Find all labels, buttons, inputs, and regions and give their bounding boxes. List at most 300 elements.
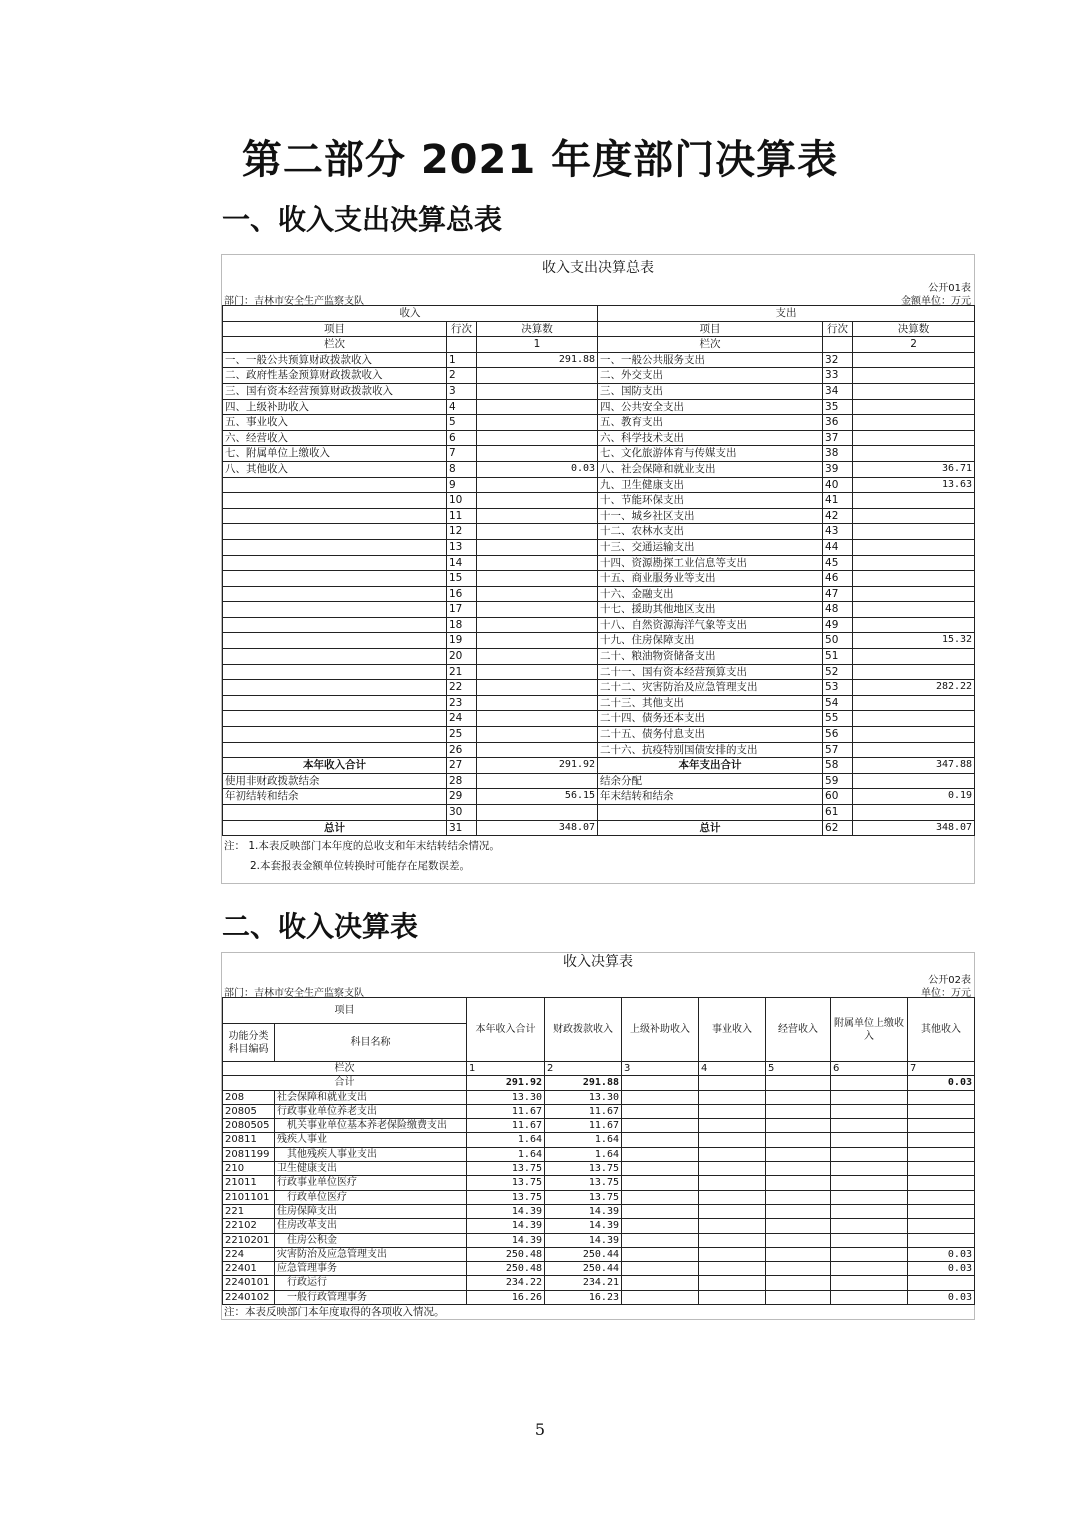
- lanci-number: 1: [477, 337, 598, 353]
- income-value: [766, 1262, 831, 1276]
- row-number: 41: [823, 493, 853, 509]
- income-amount: [477, 399, 598, 415]
- income-value: [622, 1190, 699, 1204]
- total-value: [622, 1076, 699, 1090]
- income-value: [831, 1133, 908, 1147]
- column-header: 行次: [823, 321, 853, 337]
- income-amount: 0.03: [477, 461, 598, 477]
- income-value: [831, 1233, 908, 1247]
- expense-amount: [853, 695, 975, 711]
- income-value: 13.75: [467, 1190, 545, 1204]
- table-row: [223, 695, 975, 711]
- row-number: 33: [823, 368, 853, 384]
- expense-item: 十四、资源勘探工业信息等支出: [598, 555, 823, 571]
- income-item: [223, 711, 447, 727]
- income-value: 0.03: [908, 1262, 975, 1276]
- income-value: [908, 1176, 975, 1190]
- table-row: [223, 1290, 975, 1304]
- income-value: [831, 1262, 908, 1276]
- table-row: [223, 383, 975, 399]
- income-value: [766, 1090, 831, 1104]
- table-row: [223, 415, 975, 431]
- expense-item: 十五、商业服务业等支出: [598, 571, 823, 587]
- income-item: [223, 742, 447, 758]
- expense-item: 二十四、债务还本支出: [598, 711, 823, 727]
- table-row: [223, 477, 975, 493]
- income-value: 0.03: [908, 1290, 975, 1304]
- income-value: [699, 1176, 766, 1190]
- row-number: 40: [823, 477, 853, 493]
- row-number: 58: [823, 758, 853, 774]
- income-amount: [477, 368, 598, 384]
- expense-item: 十、节能环保支出: [598, 493, 823, 509]
- income-value: [622, 1204, 699, 1218]
- income-value: [831, 1290, 908, 1304]
- expense-item: 六、科学技术支出: [598, 430, 823, 446]
- summary-table: [222, 305, 975, 836]
- form-number: 公开02表: [928, 975, 971, 986]
- table-row: [223, 711, 975, 727]
- table-row: [223, 1162, 975, 1176]
- income-item: [223, 508, 447, 524]
- row-number: 36: [823, 415, 853, 431]
- income-amount: [477, 680, 598, 696]
- expense-amount: 348.07: [853, 820, 975, 836]
- income-amount: [477, 477, 598, 493]
- income-value: 14.39: [545, 1204, 622, 1218]
- table-row: [223, 617, 975, 633]
- expense-amount: [853, 415, 975, 431]
- income-value: [766, 1147, 831, 1161]
- expense-item: 十二、农林水支出: [598, 524, 823, 540]
- subject-name: 卫生健康支出: [275, 1162, 467, 1176]
- income-amount: [477, 430, 598, 446]
- income-item: 一、一般公共预算财政拨款收入: [223, 352, 447, 368]
- income-value: 13.75: [545, 1176, 622, 1190]
- subject-name: 行政单位医疗: [275, 1190, 467, 1204]
- income-amount: [477, 586, 598, 602]
- row-number: 4: [447, 399, 477, 415]
- income-item: [223, 524, 447, 540]
- lanci-label: 栏次: [223, 337, 447, 353]
- income-value: [908, 1233, 975, 1247]
- table-row: [223, 524, 975, 540]
- income-amount: [477, 524, 598, 540]
- income-value: [908, 1119, 975, 1133]
- table-row: [223, 555, 975, 571]
- income-item: [223, 586, 447, 602]
- income-item: 总计: [223, 820, 447, 836]
- income-amount: 348.07: [477, 820, 598, 836]
- unit-label: 金额单位：万元: [901, 296, 971, 307]
- column-header: 附属单位上缴收入: [831, 998, 908, 1062]
- income-value: [622, 1133, 699, 1147]
- subject-code: 224: [223, 1247, 275, 1261]
- row-number: 31: [447, 820, 477, 836]
- row-number: 60: [823, 789, 853, 805]
- subject-name: 住房改革支出: [275, 1219, 467, 1233]
- income-value: [699, 1247, 766, 1261]
- lanci-number: 3: [622, 1062, 699, 1076]
- income-value: 13.30: [467, 1090, 545, 1104]
- income-value: 11.67: [467, 1104, 545, 1118]
- row-number: 18: [447, 617, 477, 633]
- project-header: 项目: [223, 998, 467, 1024]
- expense-item: 五、教育支出: [598, 415, 823, 431]
- expense-item: 十六、金融支出: [598, 586, 823, 602]
- table-row: [223, 1233, 975, 1247]
- income-item: [223, 664, 447, 680]
- row-number: 32: [823, 352, 853, 368]
- income-value: [699, 1133, 766, 1147]
- income-value: [622, 1219, 699, 1233]
- expense-item: 二十三、其他支出: [598, 695, 823, 711]
- department-label: 部门：吉林市安全生产监察支队: [224, 296, 364, 307]
- income-value: [831, 1176, 908, 1190]
- income-value: [831, 1276, 908, 1290]
- row-number: 50: [823, 633, 853, 649]
- income-amount: [477, 695, 598, 711]
- income-value: [766, 1119, 831, 1133]
- table-row: [223, 758, 975, 774]
- income-value: 14.39: [467, 1204, 545, 1218]
- expense-item: 年末结转和结余: [598, 789, 823, 805]
- expense-amount: [853, 555, 975, 571]
- total-value: 0.03: [908, 1076, 975, 1090]
- row-number: 39: [823, 461, 853, 477]
- income-value: [699, 1233, 766, 1247]
- income-amount: 56.15: [477, 789, 598, 805]
- subject-name: 社会保障和就业支出: [275, 1090, 467, 1104]
- row-number: 21: [447, 664, 477, 680]
- income-value: [622, 1233, 699, 1247]
- row-number: 6: [447, 430, 477, 446]
- income-value: [831, 1162, 908, 1176]
- table-row: [223, 1147, 975, 1161]
- income-item: 七、附属单位上缴收入: [223, 446, 447, 462]
- income-value: 14.39: [545, 1219, 622, 1233]
- income-value: 11.67: [545, 1104, 622, 1118]
- table-row: [223, 1119, 975, 1133]
- income-amount: [477, 773, 598, 789]
- expense-amount: [853, 524, 975, 540]
- income-amount: [477, 649, 598, 665]
- subject-code: 2240102: [223, 1290, 275, 1304]
- lanci-number: 4: [699, 1062, 766, 1076]
- lanci-label: 栏次: [223, 1062, 467, 1076]
- row-number: 5: [447, 415, 477, 431]
- lanci-number: 2: [545, 1062, 622, 1076]
- income-item: 三、国有资本经营预算财政拨款收入: [223, 383, 447, 399]
- total-value: [831, 1076, 908, 1090]
- income-item: 八、其他收入: [223, 461, 447, 477]
- row-number: 37: [823, 430, 853, 446]
- row-number: 14: [447, 555, 477, 571]
- income-value: 16.23: [545, 1290, 622, 1304]
- subject-code: 221: [223, 1204, 275, 1218]
- total-value: [699, 1076, 766, 1090]
- income-value: [622, 1147, 699, 1161]
- expense-amount: [853, 539, 975, 555]
- income-value: [622, 1247, 699, 1261]
- income-value: 14.39: [467, 1219, 545, 1233]
- expense-item: 二十二、灾害防治及应急管理支出: [598, 680, 823, 696]
- expense-amount: [853, 383, 975, 399]
- expense-amount: [853, 586, 975, 602]
- column-header: 决算数: [853, 321, 975, 337]
- row-number: 9: [447, 477, 477, 493]
- subject-code: 20805: [223, 1104, 275, 1118]
- row-number: 10: [447, 493, 477, 509]
- income-value: [831, 1204, 908, 1218]
- expense-amount: 13.63: [853, 477, 975, 493]
- income-value: [908, 1190, 975, 1204]
- table-row: [223, 368, 975, 384]
- income-amount: [477, 508, 598, 524]
- table-row: [223, 727, 975, 743]
- table-row: [223, 1276, 975, 1290]
- income-item: [223, 805, 447, 821]
- income-value: 250.48: [467, 1247, 545, 1261]
- expense-item: 九、卫生健康支出: [598, 477, 823, 493]
- income-value: [908, 1104, 975, 1118]
- income-value: [908, 1090, 975, 1104]
- income-value: [908, 1204, 975, 1218]
- row-number: 19: [447, 633, 477, 649]
- row-number: 43: [823, 524, 853, 540]
- column-header: 上级补助收入: [622, 998, 699, 1062]
- subject-name: 残疾人事业: [275, 1133, 467, 1147]
- row-number: 48: [823, 602, 853, 618]
- row-number: 34: [823, 383, 853, 399]
- table-row: [223, 1219, 975, 1233]
- income-value: [622, 1090, 699, 1104]
- income-value: 16.26: [467, 1290, 545, 1304]
- table-row: [223, 1133, 975, 1147]
- subject-name: 住房公积金: [275, 1233, 467, 1247]
- column-header: 事业收入: [699, 998, 766, 1062]
- subject-code: 2080505: [223, 1119, 275, 1133]
- income-value: 1.64: [467, 1133, 545, 1147]
- table-row: [223, 1190, 975, 1204]
- total-value: [766, 1076, 831, 1090]
- row-number: 7: [447, 446, 477, 462]
- expense-item: 十七、援助其他地区支出: [598, 602, 823, 618]
- row-number: 44: [823, 539, 853, 555]
- income-item: [223, 649, 447, 665]
- income-value: [766, 1204, 831, 1218]
- subject-code: 21011: [223, 1176, 275, 1190]
- expense-amount: 347.88: [853, 758, 975, 774]
- column-header: 经营收入: [766, 998, 831, 1062]
- income-item: [223, 680, 447, 696]
- income-amount: [477, 446, 598, 462]
- expense-item: 十三、交通运输支出: [598, 539, 823, 555]
- income-value: [766, 1290, 831, 1304]
- income-value: [622, 1290, 699, 1304]
- summary-note-1: 注： 1.本表反映部门本年度的总收支和年末结转结余情况。: [224, 840, 500, 853]
- column-header: 行次: [447, 321, 477, 337]
- income-amount: [477, 602, 598, 618]
- expense-amount: [853, 805, 975, 821]
- table-row: [223, 430, 975, 446]
- income-value: 14.39: [467, 1233, 545, 1247]
- row-number: 27: [447, 758, 477, 774]
- row-number: 2: [447, 368, 477, 384]
- table-row: [223, 1204, 975, 1218]
- row-number: 26: [447, 742, 477, 758]
- income-value: 250.44: [545, 1262, 622, 1276]
- summary-caption: 收入支出决算总表: [542, 260, 654, 276]
- income-value: [766, 1276, 831, 1290]
- subject-code: 22102: [223, 1219, 275, 1233]
- income-value: 250.44: [545, 1247, 622, 1261]
- table-row: [223, 649, 975, 665]
- name-header: 科目名称: [275, 1024, 467, 1062]
- row-number: 15: [447, 571, 477, 587]
- row-number: 30: [447, 805, 477, 821]
- income-value: [831, 1147, 908, 1161]
- row-number: 28: [447, 773, 477, 789]
- expense-amount: [853, 493, 975, 509]
- row-number: 47: [823, 586, 853, 602]
- subject-name: 住房保障支出: [275, 1204, 467, 1218]
- income-item: 年初结转和结余: [223, 789, 447, 805]
- expense-amount: [853, 617, 975, 633]
- row-number: 12: [447, 524, 477, 540]
- income-value: [622, 1162, 699, 1176]
- row-number: 57: [823, 742, 853, 758]
- subject-name: 行政事业单位医疗: [275, 1176, 467, 1190]
- expense-amount: [853, 649, 975, 665]
- income-amount: [477, 415, 598, 431]
- income-value: [831, 1190, 908, 1204]
- table-row: [223, 664, 975, 680]
- income-value: 11.67: [545, 1119, 622, 1133]
- income-amount: 291.88: [477, 352, 598, 368]
- row-number: 59: [823, 773, 853, 789]
- expense-amount: [853, 352, 975, 368]
- expense-amount: [853, 368, 975, 384]
- expense-amount: [853, 664, 975, 680]
- table-row: [223, 742, 975, 758]
- income-value: [766, 1247, 831, 1261]
- income-amount: [477, 727, 598, 743]
- expense-item: 二、外交支出: [598, 368, 823, 384]
- income-value: [622, 1276, 699, 1290]
- table-row: [223, 446, 975, 462]
- income-amount: [477, 805, 598, 821]
- total-value: 291.88: [545, 1076, 622, 1090]
- subject-name: 其他残疾人事业支出: [275, 1147, 467, 1161]
- income-sheet: [221, 952, 975, 1320]
- income-value: 13.75: [545, 1162, 622, 1176]
- row-number: 22: [447, 680, 477, 696]
- income-caption: 收入决算表: [563, 954, 633, 970]
- income-item: [223, 571, 447, 587]
- income-amount: [477, 571, 598, 587]
- income-value: [831, 1247, 908, 1261]
- section-heading-summary: 一、收入支出决算总表: [222, 203, 503, 236]
- expense-item: 二十六、抗疫特别国债安排的支出: [598, 742, 823, 758]
- row-number: 1: [447, 352, 477, 368]
- subject-name: 灾害防治及应急管理支出: [275, 1247, 467, 1261]
- page-title: 第二部分 2021 年度部门决算表: [241, 137, 839, 183]
- table-row: [223, 820, 975, 836]
- income-value: [699, 1219, 766, 1233]
- expense-item: 三、国防支出: [598, 383, 823, 399]
- table-row: [223, 461, 975, 477]
- subject-name: 行政事业单位养老支出: [275, 1104, 467, 1118]
- income-amount: [477, 633, 598, 649]
- form-number: 公开01表: [928, 283, 971, 294]
- income-item: 本年收入合计: [223, 758, 447, 774]
- expense-item: 十九、住房保障支出: [598, 633, 823, 649]
- expense-amount: 282.22: [853, 680, 975, 696]
- expense-amount: [853, 711, 975, 727]
- subject-code: 2101101: [223, 1190, 275, 1204]
- table-row: [223, 1104, 975, 1118]
- income-value: [831, 1090, 908, 1104]
- unit-label: 单位：万元: [921, 988, 971, 999]
- income-amount: [477, 539, 598, 555]
- table-row: [223, 633, 975, 649]
- lanci-number: 5: [766, 1062, 831, 1076]
- income-value: [908, 1276, 975, 1290]
- income-value: 13.30: [545, 1090, 622, 1104]
- income-amount: [477, 617, 598, 633]
- table-row: [223, 602, 975, 618]
- column-header: 财政拨款收入: [545, 998, 622, 1062]
- row-number: 46: [823, 571, 853, 587]
- income-value: 250.48: [467, 1262, 545, 1276]
- row-number: 62: [823, 820, 853, 836]
- income-value: [699, 1290, 766, 1304]
- row-number: 35: [823, 399, 853, 415]
- subject-code: 208: [223, 1090, 275, 1104]
- income-header: 收入: [223, 306, 598, 322]
- row-number: 8: [447, 461, 477, 477]
- expense-item: 结余分配: [598, 773, 823, 789]
- expense-amount: [853, 399, 975, 415]
- expense-amount: [853, 773, 975, 789]
- expense-item: 十一、城乡社区支出: [598, 508, 823, 524]
- income-value: [699, 1090, 766, 1104]
- expense-item: 二十五、债务付息支出: [598, 727, 823, 743]
- income-item: 五、事业收入: [223, 415, 447, 431]
- income-value: 1.64: [545, 1147, 622, 1161]
- row-number: 52: [823, 664, 853, 680]
- income-value: [766, 1104, 831, 1118]
- table-row: [223, 773, 975, 789]
- income-value: [766, 1133, 831, 1147]
- income-value: [699, 1147, 766, 1161]
- row-number: 55: [823, 711, 853, 727]
- row-number: 53: [823, 680, 853, 696]
- income-amount: [477, 664, 598, 680]
- income-value: 234.22: [467, 1276, 545, 1290]
- income-value: 0.03: [908, 1247, 975, 1261]
- lanci-number: 7: [908, 1062, 975, 1076]
- row-number: 42: [823, 508, 853, 524]
- income-amount: [477, 711, 598, 727]
- expense-item: 二十一、国有资本经营预算支出: [598, 664, 823, 680]
- income-value: [699, 1119, 766, 1133]
- summary-note-2: 2.本套报表金额单位转换时可能存在尾数误差。: [250, 860, 471, 873]
- income-value: [699, 1276, 766, 1290]
- row-number: 24: [447, 711, 477, 727]
- row-number: 16: [447, 586, 477, 602]
